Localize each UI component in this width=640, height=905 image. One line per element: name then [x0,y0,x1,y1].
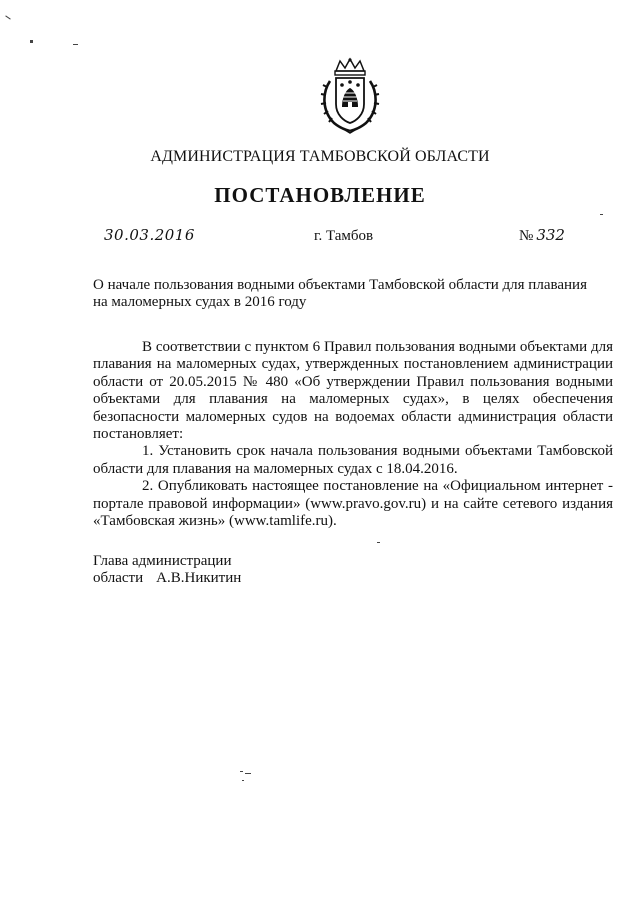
body-paragraph: 1. Установить срок начала пользования водными объектами Тамбовской области для плавания на маломерных судах с 18.04.2016. [93,443,613,477]
signature-title: Глава администрации [93,553,232,569]
signatory-name: А.В.Никитин [156,570,242,586]
number-value: 332 [536,226,565,244]
scan-speck [377,542,380,543]
number-prefix: № [519,228,534,244]
document-body [93,339,613,530]
document-type-title: ПОСТАНОВЛЕНИЕ [214,183,426,207]
scan-speck [240,771,243,772]
scan-speck [73,44,78,45]
document-city: г. Тамбов [314,228,374,244]
organization-name: АДМИНИСТРАЦИЯ ТАМБОВСКОЙ ОБЛАСТИ [150,148,490,165]
subject-line: О начале пользования водными объектами Тамбовской области для плавания [93,277,587,293]
document-date: 30.03.2016 [104,226,195,244]
scan-speck [30,40,33,43]
signature-line [93,570,241,587]
signature-title-line2: области [93,570,144,586]
body-paragraph: В соответствии с пунктом 6 Правил пользования водными объектами для плавания на маломерных судах, утвержденных постановлением администрации области от 20.05.2015 № 480 «Об утверждении Правил пользования водными объектами для плавания на маломерных судах», в целях обеспечения безопасности маломерных судов на водоемах области администрация области постановляет: [93,339,613,443]
body-paragraph: 2. Опубликовать настоящее постановление на «Официальном интернет - портале правовой информации» (www.pravo.gov.ru) и на сайте сетевого издания «Тамбовская жизнь» (www.tamlife.ru). [93,478,613,530]
document-number [519,226,565,245]
scan-speck [245,773,251,774]
document-subject [93,277,613,311]
subject-line: на маломерных судах в 2016 году [93,294,307,310]
tambov-coat-of-arms-icon [318,57,382,135]
scan-speck [5,15,10,19]
scan-speck [242,780,244,781]
scan-speck [600,214,603,215]
